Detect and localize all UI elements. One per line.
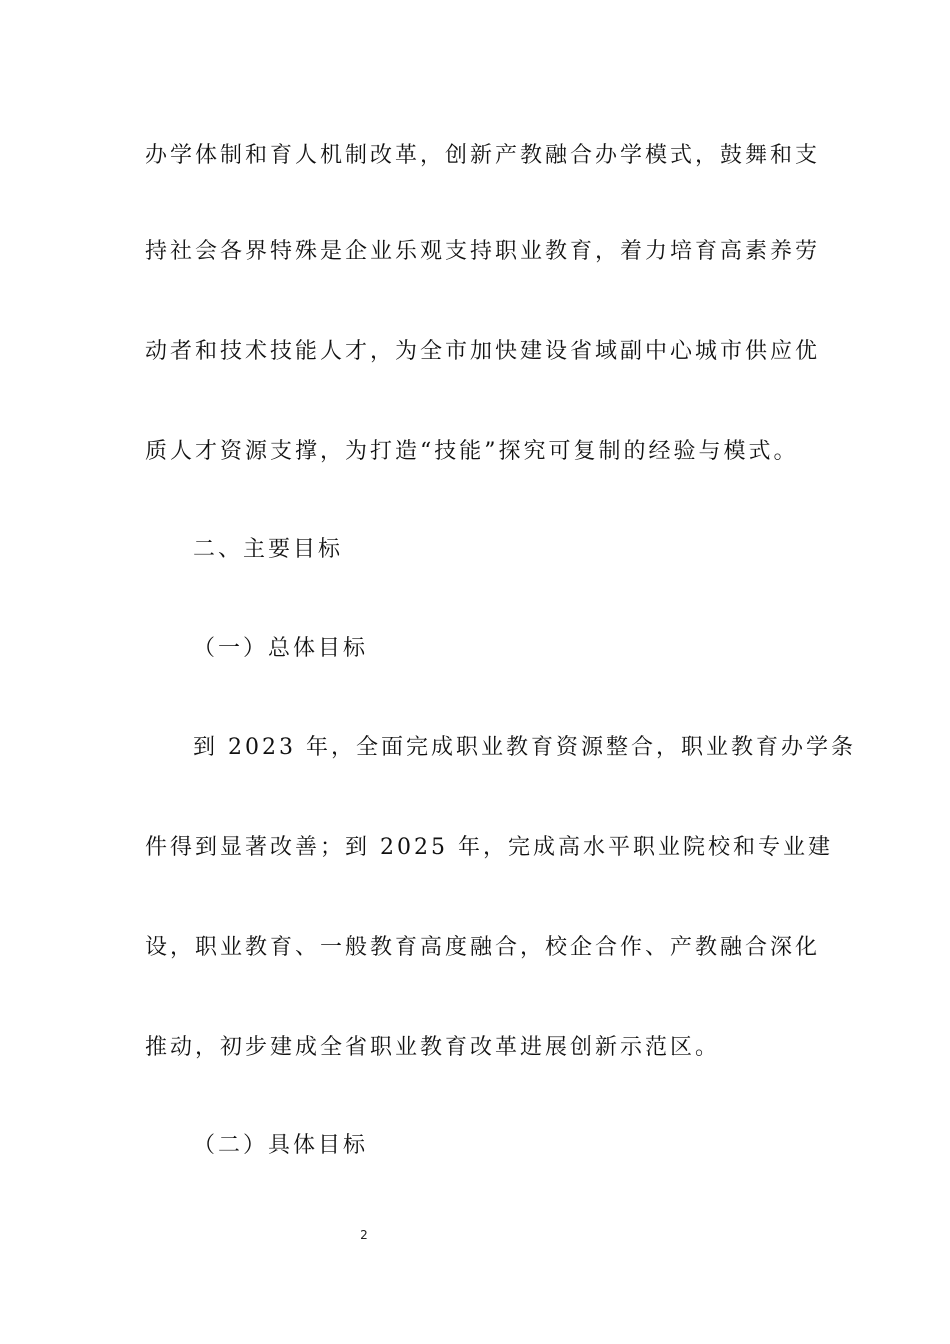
paragraph-line: 件得到显著改善；到 2025 年，完成高水平职业院校和专业建 [145,835,833,860]
subsection-heading-specific-goal: （二）具体目标 [193,1133,369,1158]
paragraph-line: 持社会各界特殊是企业乐观支持职业教育，着力培育高素养劳 [145,239,821,264]
section-heading-main-goals: 二、主要目标 [193,537,344,562]
page-number: 2 [360,1228,368,1242]
paragraph-line: 推动，初步建成全省职业教育改革进展创新示范区。 [145,1035,721,1060]
subsection-heading-overall-goal: （一）总体目标 [193,636,369,661]
paragraph-line: 办学体制和育人机制改革，创新产教融合办学模式，鼓舞和支 [145,143,821,168]
paragraph-line: 质人才资源支撑，为打造“技能”探究可复制的经验与模式。 [145,439,799,464]
paragraph-line: 到 2023 年，全面完成职业教育资源整合，职业教育办学条 [193,735,856,760]
paragraph-line: 动者和技术技能人才，为全市加快建设省域副中心城市供应优 [145,339,821,364]
paragraph-line: 设，职业教育、一般教育高度融合，校企合作、产教融合深化 [145,935,821,960]
